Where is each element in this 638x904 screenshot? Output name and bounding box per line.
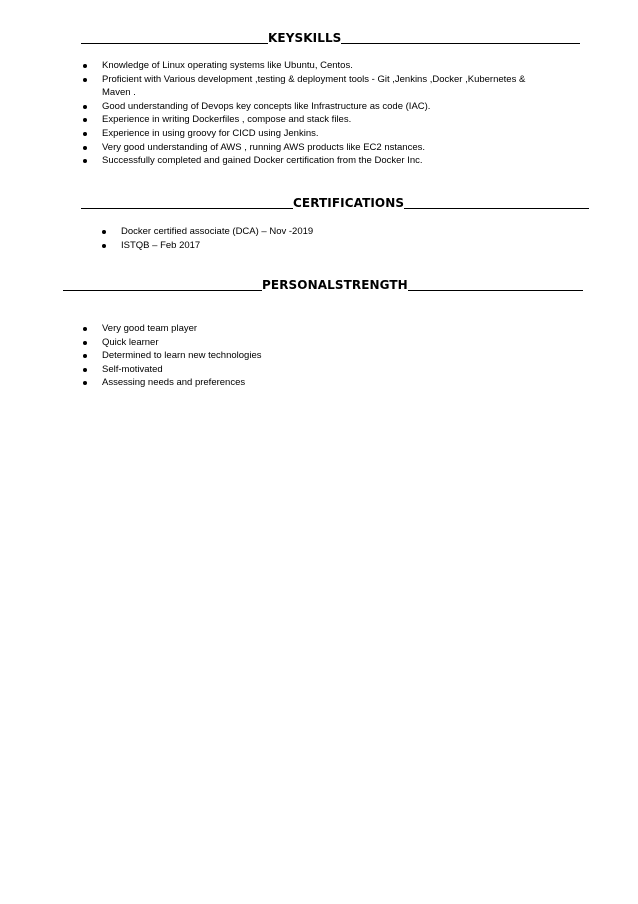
list-item: Very good team player	[83, 322, 261, 336]
certifications-list	[102, 225, 313, 252]
heading-rule-right	[408, 290, 583, 291]
list-item: Successfully completed and gained Docker certification from the Docker Inc.	[83, 154, 525, 168]
heading-rule-left	[63, 290, 262, 291]
personal-strength-list	[83, 322, 261, 390]
list-item-continuation: Maven .	[102, 87, 136, 99]
personal-strength-title: PERSONALSTRENGTH	[262, 278, 408, 292]
bullet-icon	[83, 64, 87, 68]
bullet-icon	[102, 244, 106, 248]
keyskills-list	[83, 59, 525, 168]
keyskills-title: KEYSKILLS	[268, 31, 342, 45]
list-item: Assessing needs and preferences	[83, 376, 261, 390]
list-item: Experience in using groovy for CICD using Jenkins.	[83, 127, 525, 141]
personal-strength-heading	[63, 278, 583, 292]
bullet-icon	[83, 118, 87, 122]
bullet-icon	[83, 105, 87, 109]
heading-rule-right	[404, 208, 589, 209]
heading-rule-left	[81, 208, 293, 209]
list-item: ISTQB – Feb 2017	[102, 239, 313, 253]
bullet-icon	[83, 341, 87, 345]
list-item: Knowledge of Linux operating systems like Ubuntu, Centos.	[83, 59, 525, 73]
bullet-icon	[83, 146, 87, 150]
list-item: Experience in writing Dockerfiles , compose and stack files.	[83, 113, 525, 127]
heading-rule-left	[81, 43, 268, 44]
list-item: Good understanding of Devops key concepts like Infrastructure as code (IAC).	[83, 100, 525, 114]
list-item: Very good understanding of AWS , running AWS products like EC2 nstances.	[83, 141, 525, 155]
bullet-icon	[83, 132, 87, 136]
keyskills-heading	[81, 31, 580, 45]
bullet-icon	[83, 354, 87, 358]
certifications-title: CERTIFICATIONS	[293, 196, 405, 210]
bullet-icon	[83, 368, 87, 372]
list-item: Quick learner	[83, 336, 261, 350]
bullet-icon	[83, 78, 87, 82]
bullet-icon	[102, 230, 106, 234]
bullet-icon	[83, 159, 87, 163]
list-item: Proficient with Various development ,testing & deployment tools - Git ,Jenkins ,Docker ,Kubernetes &	[83, 73, 525, 87]
heading-rule-right	[341, 43, 580, 44]
list-item: Docker certified associate (DCA) – Nov -2019	[102, 225, 313, 239]
bullet-icon	[83, 327, 87, 331]
bullet-icon	[83, 381, 87, 385]
list-item: Self-motivated	[83, 363, 261, 377]
certifications-heading	[81, 196, 589, 210]
list-item: Determined to learn new technologies	[83, 349, 261, 363]
